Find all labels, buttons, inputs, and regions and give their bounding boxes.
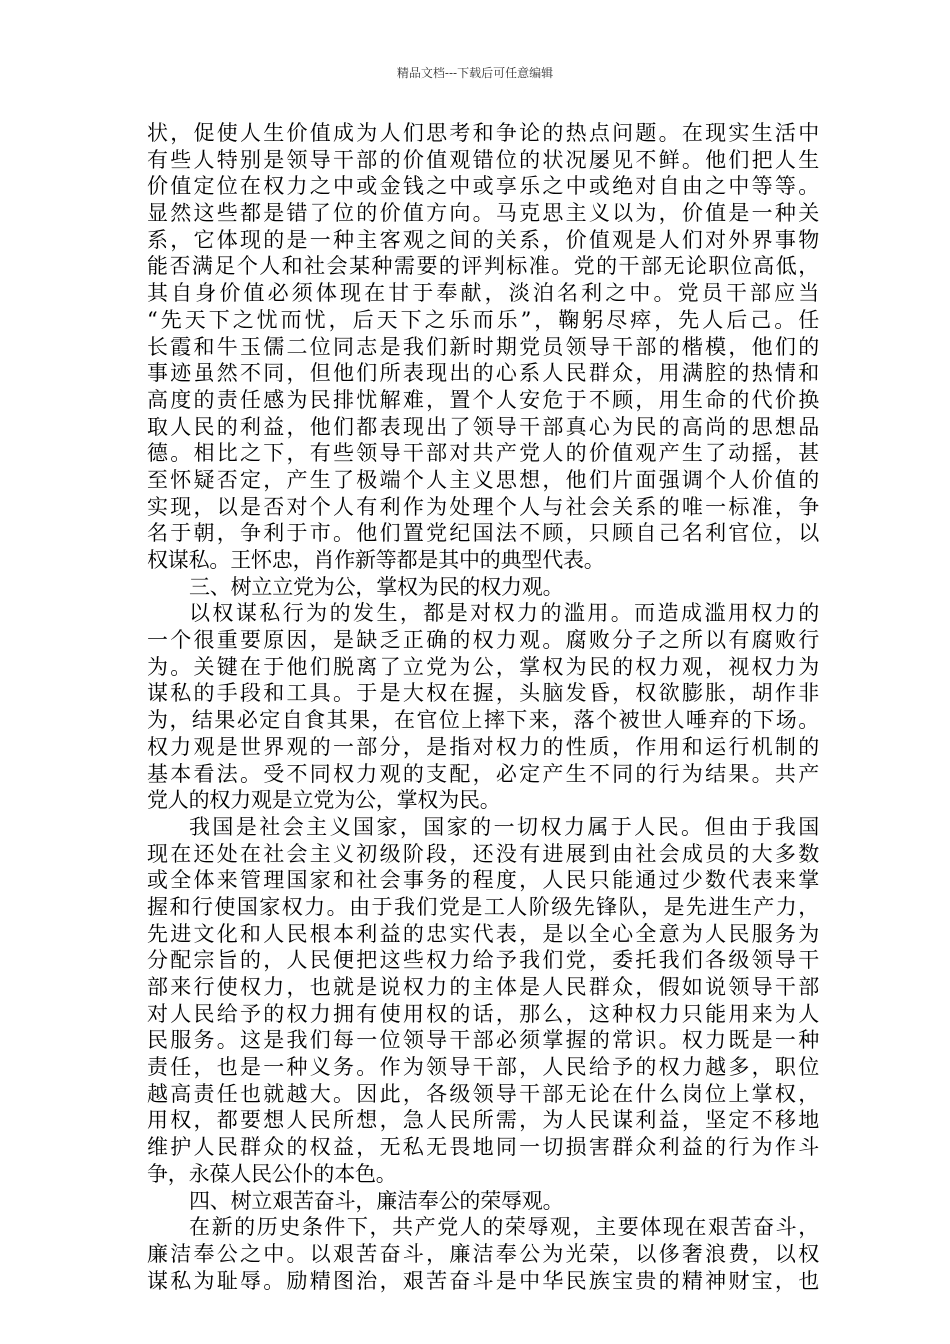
text-line: 四、树立艰苦奋斗，廉洁奉公的荣辱观。 [189,1188,564,1213]
text-line: 民服务。这是我们每一位领导干部必须掌握的常识。权力既是一种 [147,1028,819,1053]
text-line: 能否满足个人和社会某种需要的评判标准。党的干部无论职位高低， [147,254,819,279]
text-line: 维护人民群众的权益，无私无畏地同一切损害群众利益的行为作斗 [147,1135,819,1160]
text-line: 德。相比之下，有些领导干部对共产党人的价值观产生了动摇，甚 [147,441,819,466]
text-line: 责任，也是一种义务。作为领导干部，人民给予的权力越多，职位 [147,1055,819,1080]
text-line: 高度的责任感为民排忧解难，置个人安危于不顾，用生命的代价换 [147,387,819,412]
text-line: 状，促使人生价值成为人们思考和争论的热点问题。在现实生活中 [147,121,819,145]
text-line: 实现，以是否对个人有利作为处理个人与社会关系的唯一标准，争 [147,494,819,519]
text-line: 党人的权力观是立党为公，掌权为民。 [147,788,501,813]
text-line: 以权谋私行为的发生，都是对权力的滥用。而造成滥用权力的 [189,601,819,626]
text-line: 长霞和牛玉儒二位同志是我们新时期党员领导干部的楷模，他们的 [147,334,819,359]
text-line: 谋私的手段和工具。于是大权在握，头脑发昏，权欲膨胀，胡作非 [147,681,819,706]
text-line: 为。关键在于他们脱离了立党为公，掌权为民的权力观，视权力为 [147,654,819,679]
text-line: 取人民的利益，他们都表现出了领导干部真心为民的高尚的思想品 [147,414,819,439]
document-body [147,120,819,1294]
text-line: 或全体来管理国家和社会事务的程度，人民只能通过少数代表来掌 [147,868,819,893]
text-line: 握和行使国家权力。由于我们党是工人阶级先锋队，是先进生产力， [147,894,819,919]
text-line: 对人民给予的权力拥有使用权的话，那么，这种权力只能用来为人 [147,1001,819,1026]
text-line: 基本看法。受不同权力观的支配，必定产生不同的行为结果。共产 [147,761,819,786]
text-line: 三、树立立党为公，掌权为民的权力观。 [189,574,564,599]
text-line: 现在还处在社会主义初级阶段，还没有进展到由社会成员的大多数 [147,841,819,866]
text-line: “先天下之忧而忧，后天下之乐而乐”，鞠躬尽瘁，先人后己。任 [147,307,819,332]
text-line: 用权，都要想人民所想，急人民所需，为人民谋利益，坚定不移地 [147,1108,819,1133]
text-line: 部来行使权力，也就是说权力的主体是人民群众，假如说领导干部 [147,975,819,999]
text-line: 谋私为耻辱。励精图治，艰苦奋斗是中华民族宝贵的精神财宝，也 [147,1268,819,1293]
text-line: 越高责任也就越大。因此，各级领导干部无论在什么岗位上掌权， [147,1081,819,1106]
text-line: 名于朝，争利于市。他们置党纪国法不顾，只顾自己名利官位，以 [147,521,819,546]
page-header: 精品文档---下载后可任意编辑 [396,66,554,80]
text-line: 其自身价值必须体现在甘于奉献，淡泊名利之中。党员干部应当 [147,281,819,306]
text-line: 争，永葆人民公仆的本色。 [147,1161,397,1186]
text-line: 有些人特别是领导干部的价值观错位的状况屡见不鲜。他们把人生 [147,147,819,172]
text-line: 廉洁奉公之中。以艰苦奋斗，廉洁奉公为光荣，以侈奢浪费，以权 [147,1241,819,1266]
text-line: 权谋私。王怀忠，肖作新等都是其中的典型代表。 [147,548,605,572]
text-line: 我国是社会主义国家，国家的一切权力属于人民。但由于我国 [189,814,819,839]
text-line: 在新的历史条件下，共产党人的荣辱观，主要体现在艰苦奋斗， [189,1215,819,1240]
text-line: 事迹虽然不同，但他们所表现出的心系人民群众，用满腔的热情和 [147,361,819,386]
text-line: 分配宗旨的，人民便把这些权力给予我们党，委托我们各级领导干 [147,948,819,973]
text-line: 系，它体现的是一种主客观之间的关系，价值观是人们对外界事物 [147,227,819,252]
text-line: 权力观是世界观的一部分，是指对权力的性质，作用和运行机制的 [147,734,819,759]
text-line: 为，结果必定自食其果，在官位上摔下来，落个被世人唾弃的下场。 [147,708,819,733]
text-line: 价值定位在权力之中或金钱之中或享乐之中或绝对自由之中等等。 [147,174,819,199]
text-line: 一个很重要原因，是缺乏正确的权力观。腐败分子之所以有腐败行 [147,628,819,653]
text-line: 先进文化和人民根本利益的忠实代表，是以全心全意为人民服务为 [147,921,819,946]
text-line: 至怀疑否定，产生了极端个人主义思想，他们片面强调个人价值的 [147,467,819,492]
text-line: 显然这些都是错了位的价值方向。马克思主义以为，价值是一种关 [147,201,819,226]
